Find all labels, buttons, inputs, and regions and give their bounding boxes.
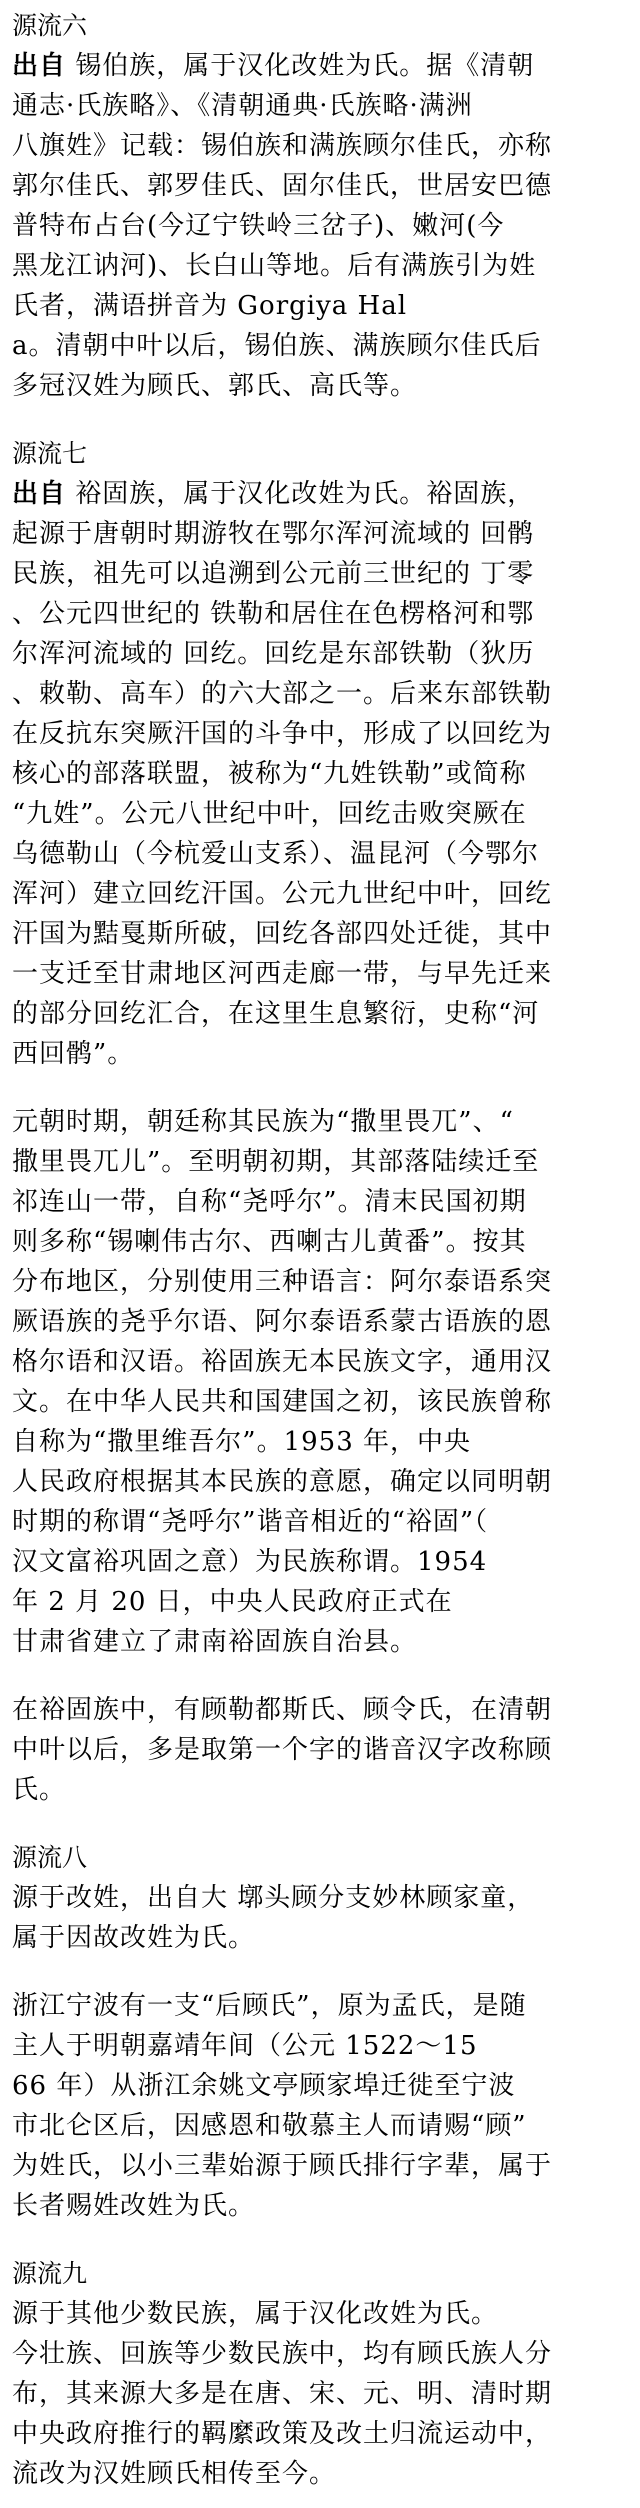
section-heading: 源流六 xyxy=(12,11,88,40)
text-line: 源于改姓，出自大 墎头顾分支妙林顾家童， xyxy=(12,1883,535,1913)
text-line: 源于其他少数民族，属于汉化改姓为氏。 xyxy=(12,2299,499,2329)
line-text: 裕固族，属于汉化改姓为氏。裕固族， xyxy=(66,479,535,509)
text-line: 起源于唐朝时期游牧在鄂尔浑河流域的 回鹘 xyxy=(12,519,535,549)
line-text: 锡伯族，属于汉化改姓为氏。据《清朝 xyxy=(66,51,535,81)
paragraph-gap xyxy=(12,1662,626,1690)
text-line: 乌德勒山（今杭爱山支系）、温昆河（今鄂尔 xyxy=(12,839,540,869)
text-line: 文。在中华人民共和国建国之初，该民族曾称 xyxy=(12,1387,553,1417)
text-line: 西回鹘”。 xyxy=(12,1039,135,1069)
text-line: 祁连山一带，自称“尧呼尔”。清末民国初期 xyxy=(12,1187,527,1217)
text-line: 汉文富裕巩固之意）为民族称谓。1954 xyxy=(12,1547,488,1577)
text-line: 在裕固族中，有顾勒都斯氏、顾令氏，在清朝 xyxy=(12,1695,553,1725)
text-line: 的部分回纥汇合，在这里生息繁衍，史称“河 xyxy=(12,999,540,1029)
text-line: 八旗姓》记载：锡伯族和满族顾尔佳氏，亦称 xyxy=(12,131,553,161)
text-line: 核心的部落联盟，被称为“九姓铁勒”或简称 xyxy=(12,759,527,789)
text-line: 66 年）从浙江余姚文亭顾家埠迁徙至宁波 xyxy=(12,2071,516,2101)
text-line xyxy=(12,46,626,86)
text-line: 民族，祖先可以追溯到公元前三世纪的 丁零 xyxy=(12,559,535,589)
text-line: 、敕勒、高车）的六大部之一。后来东部铁勒 xyxy=(12,679,553,709)
section-heading: 源流七 xyxy=(12,439,88,468)
section-source-9 xyxy=(12,2254,626,2494)
text-line: 则多称“锡喇伟古尔、西喇古儿黄番”。按其 xyxy=(12,1227,527,1257)
text-line: 多冠汉姓为顾氏、郭氏、高氏等。 xyxy=(12,371,418,401)
text-line: 浙江宁波有一支“后顾氏”，原为孟氏，是随 xyxy=(12,1991,527,2021)
text-line: 属于因故改姓为氏。 xyxy=(12,1923,256,1953)
text-line: 尔浑河流域的 回纥。回纥是东部铁勒（狄历 xyxy=(12,639,535,669)
text-line: 主人于明朝嘉靖年间（公元 1522～15 xyxy=(12,2031,478,2061)
text-line: 氏者，满语拼音为 Gorgiya Hal xyxy=(12,291,408,321)
text-line: 中央政府推行的羁縻政策及改土归流运动中， xyxy=(12,2419,553,2449)
text-line: 元朝时期，朝廷称其民族为“撒里畏兀”、“ xyxy=(12,1107,514,1137)
paragraph-gap xyxy=(12,1958,626,1986)
section-source-7 xyxy=(12,434,626,1074)
text-line: 撒里畏兀儿”。至明朝初期，其部落陆续迁至 xyxy=(12,1147,540,1177)
section-heading: 源流八 xyxy=(12,1843,88,1872)
text-line: 流改为汉姓顾氏相传至今。 xyxy=(12,2459,337,2489)
text-line: 厥语族的尧乎尔语、阿尔泰语系蒙古语族的恩 xyxy=(12,1307,553,1337)
text-line: “九姓”。公元八世纪中叶，回纥击败突厥在 xyxy=(12,799,527,829)
text-line: 通志·氏族略》、《清朝通典·氏族略·满洲 xyxy=(12,91,473,121)
text-line: a。清朝中叶以后，锡伯族、满族顾尔佳氏后 xyxy=(12,331,542,361)
paragraph-yugur-surnames xyxy=(12,1690,626,1810)
lead-word: 出自 xyxy=(12,479,67,509)
paragraph-gap xyxy=(12,1074,626,1102)
section-source-8 xyxy=(12,1838,626,1958)
paragraph-gap xyxy=(12,1810,626,1838)
text-line: 氏。 xyxy=(12,1775,67,1805)
lead-word: 出自 xyxy=(12,51,67,81)
paragraph-gap xyxy=(12,406,626,434)
text-line: 为姓氏，以小三辈始源于顾氏排行字辈，属于 xyxy=(12,2151,553,2181)
text-line: 普特布占台(今辽宁铁岭三岔子)、嫩河(今 xyxy=(12,211,505,241)
text-line: 市北仑区后，因感恩和敬慕主人而请赐“顾” xyxy=(12,2111,527,2141)
text-line: 在反抗东突厥汗国的斗争中，形成了以回纥为 xyxy=(12,719,553,749)
section-heading: 源流九 xyxy=(12,2259,88,2288)
paragraph-gap xyxy=(12,2226,626,2254)
section-source-6 xyxy=(12,6,626,406)
text-line: 布，其来源大多是在唐、宋、元、明、清时期 xyxy=(12,2379,553,2409)
text-line: 人民政府根据其本民族的意愿，确定以同明朝 xyxy=(12,1467,553,1497)
text-line: 黑龙江讷河)、长白山等地。后有满族引为姓 xyxy=(12,251,537,281)
text-line xyxy=(12,474,626,514)
text-line: 中叶以后，多是取第一个字的谐音汉字改称顾 xyxy=(12,1735,553,1765)
paragraph-ningbo xyxy=(12,1986,626,2226)
text-line: 时期的称谓“尧呼尔”谐音相近的“裕固”（ xyxy=(12,1507,489,1537)
paragraph-yuan-period xyxy=(12,1102,626,1662)
text-line: 自称为“撒里维吾尔”。1953 年，中央 xyxy=(12,1427,472,1457)
text-line: 今壮族、回族等少数民族中，均有顾氏族人分 xyxy=(12,2339,553,2369)
text-line: 格尔语和汉语。裕固族无本民族文字，通用汉 xyxy=(12,1347,553,1377)
text-line: 汗国为黠戛斯所破，回纥各部四处迁徙，其中 xyxy=(12,919,553,949)
text-line: 年 2 月 20 日，中央人民政府正式在 xyxy=(12,1587,453,1617)
text-line: 一支迁至甘肃地区河西走廊一带，与早先迁来 xyxy=(12,959,553,989)
text-line: 浑河）建立回纥汗国。公元九世纪中叶，回纥 xyxy=(12,879,553,909)
text-line: 郭尔佳氏、郭罗佳氏、固尔佳氏，世居安巴德 xyxy=(12,171,553,201)
text-line: 甘肃省建立了肃南裕固族自治县。 xyxy=(12,1627,418,1657)
text-line: 分布地区，分别使用三种语言：阿尔泰语系突 xyxy=(12,1267,553,1297)
text-line: 长者赐姓改姓为氏。 xyxy=(12,2191,256,2221)
text-line: 、公元四世纪的 铁勒和居住在色楞格河和鄂 xyxy=(12,599,535,629)
